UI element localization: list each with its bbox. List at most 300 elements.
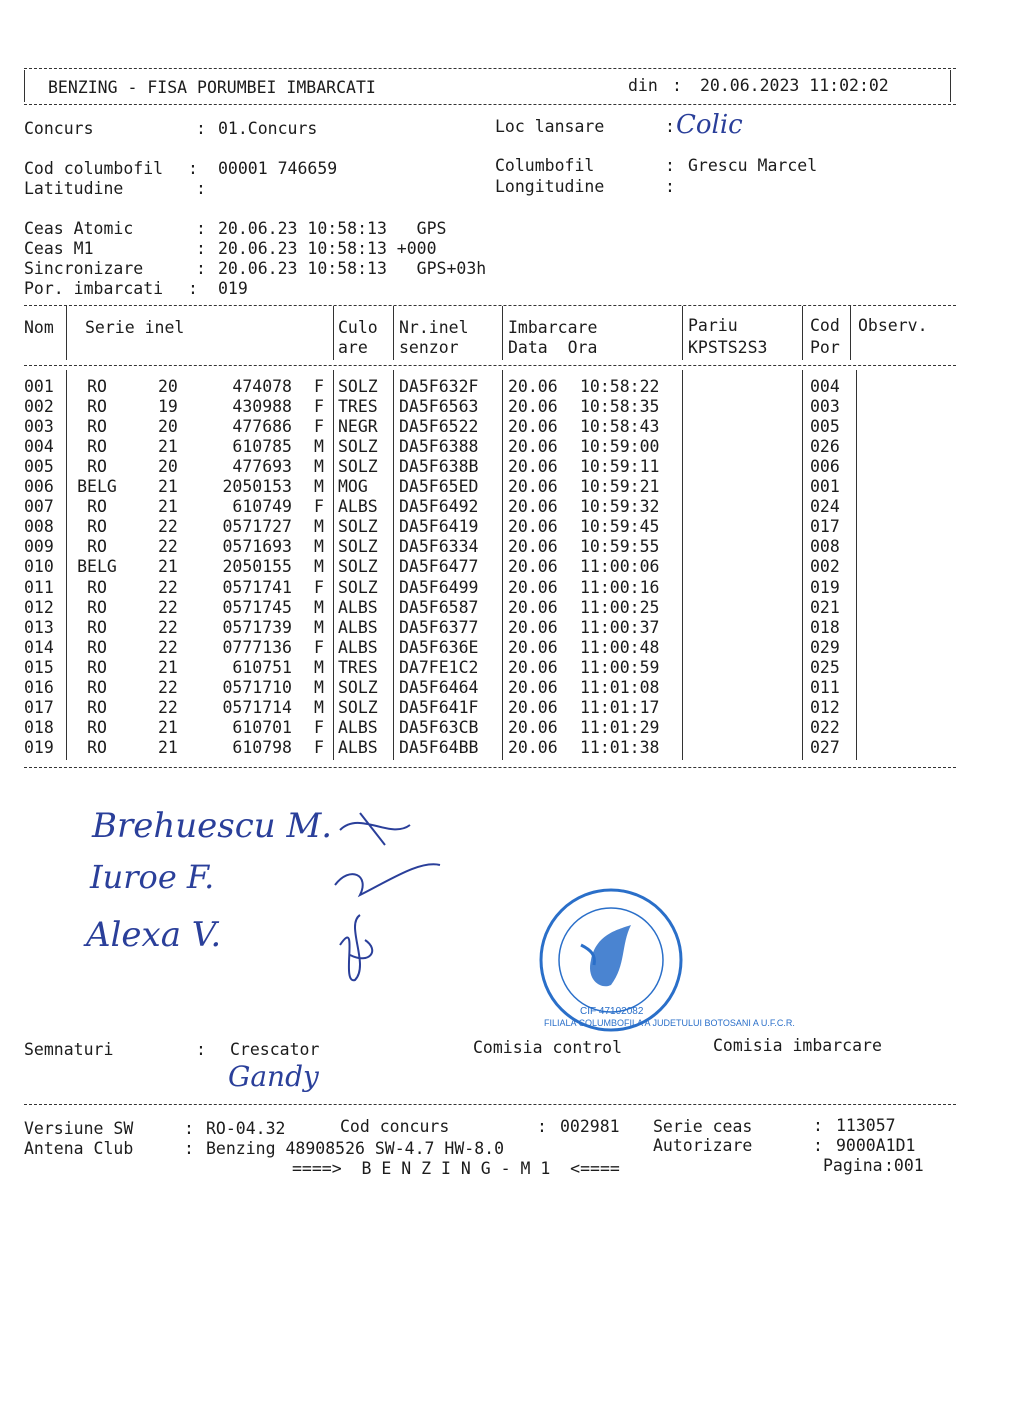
table-row [0, 397, 1024, 417]
cell-data: 20.06 [508, 677, 558, 697]
cell-sex: M [314, 697, 324, 717]
cell-cod-por: 003 [810, 397, 840, 417]
cell-data: 20.06 [508, 737, 558, 757]
cell-culoare: SOLZ [338, 377, 378, 396]
cell-sex: F [314, 737, 324, 757]
col-header-culo-2: are [338, 338, 368, 357]
cell-nr-inel: 2050153 [222, 477, 292, 497]
table-row [0, 497, 1024, 517]
cell-data: 20.06 [508, 557, 558, 577]
table-row [0, 417, 1024, 437]
cell-nr-inel: 477693 [232, 457, 292, 477]
colon: : [196, 119, 206, 138]
col-header-serie: Serie inel [85, 318, 185, 337]
pagina-label: Pagina [823, 1156, 883, 1175]
handwritten-name-1: Brehuescu M. [92, 806, 333, 846]
cell-data: 20.06 [508, 617, 558, 637]
cell-sex: M [314, 657, 324, 677]
loc-lansare-label: Loc lansare [495, 117, 605, 136]
cell-sex: M [314, 517, 324, 537]
serie-ceas-label: Serie ceas [653, 1117, 753, 1136]
cell-cod-por: 021 [810, 597, 840, 617]
table-row [0, 738, 1024, 758]
cell-sex: M [314, 437, 324, 457]
cell-culoare: NEGR [338, 417, 378, 437]
handwritten-signatures-scribble [330, 805, 450, 995]
cell-an: 22 [158, 697, 178, 717]
cell-cod-por: 022 [810, 717, 840, 737]
cell-nom: 018 [24, 717, 54, 737]
cell-an: 21 [158, 477, 178, 497]
cell-culoare: SOLZ [338, 517, 378, 537]
pagina-value: :001 [884, 1156, 924, 1175]
document-title: BENZING - FISA PORUMBEI IMBARCATI [48, 78, 376, 97]
cell-senzor: DA5F632F [399, 377, 479, 396]
cell-nom: 014 [24, 637, 54, 657]
handwritten-name-3: Alexa V. [86, 915, 222, 955]
cod-concurs-value: 002981 [560, 1117, 620, 1136]
cell-data: 20.06 [508, 637, 558, 657]
cell-nr-inel: 430988 [232, 397, 292, 417]
cell-sex: M [314, 557, 324, 577]
cell-senzor: DA5F65ED [399, 477, 479, 497]
col-header-cod: Cod [810, 316, 840, 335]
cell-nr-inel: 0571693 [222, 537, 292, 557]
cell-tara: RO [87, 597, 107, 617]
cell-an: 22 [158, 597, 178, 617]
cell-nom: 002 [24, 397, 54, 417]
cell-cod-por: 004 [810, 377, 840, 396]
table-row [0, 638, 1024, 658]
cell-sex: M [314, 677, 324, 697]
cell-ora: 11:00:06 [580, 557, 660, 577]
stamp-cif: CIF 47102082 [580, 1006, 644, 1017]
handwritten-name-2: Iuroe F. [90, 858, 215, 896]
cell-cod-por: 025 [810, 657, 840, 677]
cell-culoare: SOLZ [338, 677, 378, 697]
cell-an: 22 [158, 617, 178, 637]
cell-senzor: DA5F64BB [399, 737, 479, 757]
table-header-bottom-line [24, 365, 956, 366]
colon: : [184, 1119, 194, 1138]
cell-data: 20.06 [508, 577, 558, 597]
cell-senzor: DA5F63CB [399, 717, 479, 737]
ceas-atomic-value: 20.06.23 10:58:13 GPS [218, 219, 447, 238]
cell-senzor: DA5F6499 [399, 577, 479, 597]
colon: : [196, 1040, 206, 1059]
cell-an: 20 [158, 457, 178, 477]
cell-data: 20.06 [508, 657, 558, 677]
cell-nom: 011 [24, 577, 54, 597]
cell-tara: RO [87, 517, 107, 537]
antena-club-label: Antena Club [24, 1139, 134, 1158]
cell-culoare: SOLZ [338, 437, 378, 457]
cell-nr-inel: 477686 [232, 417, 292, 437]
header-right-border [950, 70, 951, 102]
cell-nom: 019 [24, 737, 54, 757]
cell-ora: 11:01:17 [580, 697, 660, 717]
cell-an: 19 [158, 397, 178, 417]
cell-sex: F [314, 577, 324, 597]
footer-top-line [24, 1104, 956, 1105]
cell-culoare: ALBS [338, 637, 378, 657]
cell-senzor: DA5F638B [399, 457, 479, 477]
cell-an: 22 [158, 517, 178, 537]
crescator-signature: Gandy [228, 1060, 319, 1093]
cell-ora: 10:59:32 [580, 497, 660, 517]
cell-senzor: DA5F6419 [399, 517, 479, 537]
cell-nom: 015 [24, 657, 54, 677]
cell-sex: F [314, 397, 324, 417]
autorizare-value: 9000A1D1 [836, 1136, 916, 1155]
colon: : [813, 1136, 823, 1155]
col-sep [66, 306, 67, 360]
table-row [0, 718, 1024, 738]
cell-ora: 11:00:48 [580, 637, 660, 657]
cell-cod-por: 011 [810, 677, 840, 697]
por-imbarcati-value: 019 [218, 279, 248, 298]
versiune-sw-value: RO-04.32 [206, 1119, 286, 1138]
table-row [0, 437, 1024, 457]
colon: : [665, 117, 675, 136]
loc-lansare-handwritten: Colic [676, 110, 743, 140]
header-top-line [24, 68, 956, 69]
cell-data: 20.06 [508, 497, 558, 517]
longitudine-label: Longitudine [495, 177, 605, 196]
cell-culoare: ALBS [338, 737, 378, 757]
cell-sex: M [314, 457, 324, 477]
table-row [0, 537, 1024, 557]
cell-data: 20.06 [508, 377, 558, 396]
cell-tara: RO [87, 437, 107, 457]
cell-data: 20.06 [508, 537, 558, 557]
cell-nr-inel: 610749 [232, 497, 292, 517]
cell-culoare: ALBS [338, 717, 378, 737]
table-row [0, 477, 1024, 497]
cell-an: 21 [158, 557, 178, 577]
ceas-atomic-label: Ceas Atomic [24, 219, 134, 238]
cell-tara: BELG [77, 557, 117, 577]
versiune-sw-label: Versiune SW [24, 1119, 134, 1138]
cell-ora: 11:01:29 [580, 717, 660, 737]
cod-columbofil-label: Cod columbofil [24, 159, 164, 178]
cell-nr-inel: 0571714 [222, 697, 292, 717]
concurs-label: Concurs [24, 119, 94, 138]
antena-club-value: Benzing 48908526 SW-4.7 HW-8.0 [206, 1139, 505, 1158]
col-header-culo: Culo [338, 318, 378, 337]
cell-tara: RO [87, 397, 107, 417]
table-row [0, 578, 1024, 598]
cell-ora: 11:01:38 [580, 737, 660, 757]
sincronizare-label: Sincronizare [24, 259, 144, 278]
table-row [0, 377, 1024, 397]
cell-nr-inel: 610751 [232, 657, 292, 677]
cell-tara: RO [87, 717, 107, 737]
cell-nr-inel: 610785 [232, 437, 292, 457]
cell-nom: 006 [24, 477, 54, 497]
dove-icon [590, 925, 631, 986]
cell-nr-inel: 0571710 [222, 677, 292, 697]
cell-cod-por: 012 [810, 697, 840, 717]
cell-tara: RO [87, 417, 107, 437]
cell-nom: 016 [24, 677, 54, 697]
columbofil-value: Grescu Marcel [688, 156, 818, 175]
cell-sex: M [314, 477, 324, 497]
cell-culoare: SOLZ [338, 697, 378, 717]
ceas-m1-label: Ceas M1 [24, 239, 94, 258]
cell-nr-inel: 0571727 [222, 517, 292, 537]
col-header-observ: Observ. [858, 316, 928, 335]
colon: : [813, 1116, 823, 1135]
table-top-line [24, 305, 956, 306]
col-header-imbarcare: Imbarcare [508, 318, 598, 337]
colon: : [196, 219, 206, 238]
cell-data: 20.06 [508, 397, 558, 417]
table-row [0, 618, 1024, 638]
cell-cod-por: 019 [810, 577, 840, 597]
cell-nr-inel: 610798 [232, 737, 292, 757]
col-header-nom: Nom [24, 318, 54, 337]
din-colon: : [672, 76, 682, 95]
semnaturi-label: Semnaturi [24, 1040, 114, 1059]
cell-senzor: DA5F641F [399, 697, 479, 717]
cell-senzor: DA5F6334 [399, 537, 479, 557]
cell-ora: 10:59:11 [580, 457, 660, 477]
cell-nom: 005 [24, 457, 54, 477]
cell-data: 20.06 [508, 417, 558, 437]
latitudine-label: Latitudine [24, 179, 124, 198]
autorizare-label: Autorizare [653, 1136, 753, 1155]
cell-ora: 11:00:59 [580, 657, 660, 677]
cell-sex: F [314, 637, 324, 657]
cell-culoare: SOLZ [338, 557, 378, 577]
table-bottom-line [24, 767, 956, 768]
comisia-imbarcare-label: Comisia imbarcare [713, 1036, 882, 1055]
cell-an: 21 [158, 437, 178, 457]
table-row [0, 658, 1024, 678]
col-sep [682, 306, 683, 360]
cell-senzor: DA5F6587 [399, 597, 479, 617]
cell-senzor: DA5F6492 [399, 497, 479, 517]
cell-nr-inel: 0777136 [222, 637, 292, 657]
colon: : [537, 1117, 547, 1136]
cell-culoare: SOLZ [338, 457, 378, 477]
header-left-border [24, 70, 25, 102]
cell-culoare: ALBS [338, 497, 378, 517]
cell-ora: 10:59:55 [580, 537, 660, 557]
cell-cod-por: 026 [810, 437, 840, 457]
cell-culoare: ALBS [338, 597, 378, 617]
cell-an: 22 [158, 577, 178, 597]
table-row [0, 698, 1024, 718]
cell-senzor: DA5F636E [399, 637, 479, 657]
cell-an: 20 [158, 377, 178, 396]
colon: : [196, 239, 206, 258]
cell-an: 20 [158, 417, 178, 437]
cell-data: 20.06 [508, 477, 558, 497]
cell-sex: F [314, 497, 324, 517]
cell-an: 22 [158, 537, 178, 557]
cell-culoare: SOLZ [338, 537, 378, 557]
col-sep [393, 306, 394, 360]
cell-ora: 10:59:45 [580, 517, 660, 537]
cell-an: 22 [158, 677, 178, 697]
cell-senzor: DA5F6522 [399, 417, 479, 437]
colon: : [665, 156, 675, 175]
cell-ora: 10:58:22 [580, 377, 660, 396]
table-row [0, 457, 1024, 477]
col-header-senzor: senzor [399, 338, 459, 357]
cell-ora: 10:59:00 [580, 437, 660, 457]
cell-culoare: TRES [338, 397, 378, 417]
cell-senzor: DA5F6377 [399, 617, 479, 637]
cell-tara: RO [87, 457, 107, 477]
cell-nom: 001 [24, 377, 54, 396]
cell-senzor: DA5F6477 [399, 557, 479, 577]
cell-an: 21 [158, 497, 178, 517]
col-header-data-ora: Data Ora [508, 338, 598, 357]
col-sep [502, 306, 503, 360]
cell-cod-por: 018 [810, 617, 840, 637]
cell-cod-por: 008 [810, 537, 840, 557]
concurs-value: 01.Concurs [218, 119, 318, 138]
cell-senzor: DA7FE1C2 [399, 657, 479, 677]
cell-sex: M [314, 617, 324, 637]
table-row [0, 517, 1024, 537]
cell-ora: 11:00:25 [580, 597, 660, 617]
cell-senzor: DA5F6464 [399, 677, 479, 697]
cell-tara: RO [87, 497, 107, 517]
cell-data: 20.06 [508, 517, 558, 537]
cell-an: 21 [158, 717, 178, 737]
cell-tara: RO [87, 617, 107, 637]
colon: : [188, 279, 198, 298]
cell-culoare: SOLZ [338, 577, 378, 597]
cell-ora: 11:00:37 [580, 617, 660, 637]
cell-nom: 010 [24, 557, 54, 577]
ceas-m1-value: 20.06.23 10:58:13 +000 [218, 239, 437, 258]
cell-senzor: DA5F6388 [399, 437, 479, 457]
cell-tara: RO [87, 377, 107, 396]
cell-sex: M [314, 537, 324, 557]
cell-an: 22 [158, 637, 178, 657]
cell-tara: RO [87, 537, 107, 557]
cell-data: 20.06 [508, 697, 558, 717]
cell-cod-por: 001 [810, 477, 840, 497]
colon: : [184, 1139, 194, 1158]
din-value: 20.06.2023 11:02:02 [700, 76, 889, 95]
cell-sex: F [314, 417, 324, 437]
cell-nr-inel: 610701 [232, 717, 292, 737]
cell-nr-inel: 0571745 [222, 597, 292, 617]
cell-cod-por: 027 [810, 737, 840, 757]
cell-tara: RO [87, 577, 107, 597]
cell-ora: 11:01:08 [580, 677, 660, 697]
cell-culoare: ALBS [338, 617, 378, 637]
colon: : [196, 259, 206, 278]
cell-nom: 007 [24, 497, 54, 517]
cod-columbofil-value: 00001 746659 [218, 159, 338, 178]
cell-data: 20.06 [508, 597, 558, 617]
din-label: din [628, 76, 658, 95]
table-row [0, 678, 1024, 698]
cell-culoare: TRES [338, 657, 378, 677]
cell-sex: F [314, 377, 324, 396]
col-header-kpsts: KPSTS2S3 [688, 338, 768, 357]
cell-cod-por: 006 [810, 457, 840, 477]
cell-nr-inel: 0571741 [222, 577, 292, 597]
cod-concurs-label: Cod concurs [340, 1117, 450, 1136]
cell-culoare: MOG [338, 477, 368, 497]
cell-sex: M [314, 597, 324, 617]
benzing-banner: ====> B E N Z I N G - M 1 <==== [292, 1159, 620, 1178]
cell-ora: 10:58:35 [580, 397, 660, 417]
cell-data: 20.06 [508, 717, 558, 737]
comisia-control-label: Comisia control [473, 1038, 623, 1057]
cell-tara: RO [87, 657, 107, 677]
cell-nom: 003 [24, 417, 54, 437]
colon: : [665, 177, 675, 196]
cell-an: 21 [158, 737, 178, 757]
cell-senzor: DA5F6563 [399, 397, 479, 417]
serie-ceas-value: 113057 [836, 1116, 896, 1135]
col-sep [802, 306, 803, 360]
por-imbarcati-label: Por. imbarcati [24, 279, 164, 298]
cell-tara: RO [87, 637, 107, 657]
cell-nr-inel: 474078 [232, 377, 292, 396]
cell-tara: BELG [77, 477, 117, 497]
cell-cod-por: 017 [810, 517, 840, 537]
col-header-por: Por [810, 338, 840, 357]
cell-data: 20.06 [508, 457, 558, 477]
cell-nom: 012 [24, 597, 54, 617]
cell-cod-por: 005 [810, 417, 840, 437]
cell-nom: 017 [24, 697, 54, 717]
cell-nom: 008 [24, 517, 54, 537]
cell-tara: RO [87, 677, 107, 697]
columbofil-label: Columbofil [495, 156, 595, 175]
crescator-label: Crescator [230, 1040, 320, 1059]
table-row [0, 557, 1024, 577]
stamp-text: FILIALA COLUMBOFILA A JUDETULUI BOTOSANI A U.F.C.R. [544, 1018, 795, 1028]
cell-nr-inel: 2050155 [222, 557, 292, 577]
cell-tara: RO [87, 697, 107, 717]
cell-an: 21 [158, 657, 178, 677]
cell-sex: F [314, 717, 324, 737]
col-header-nrinel: Nr.inel [399, 318, 469, 337]
cell-ora: 10:58:43 [580, 417, 660, 437]
cell-ora: 10:59:21 [580, 477, 660, 497]
cell-nom: 004 [24, 437, 54, 457]
cell-nom: 009 [24, 537, 54, 557]
cell-cod-por: 002 [810, 557, 840, 577]
cell-cod-por: 029 [810, 637, 840, 657]
cell-cod-por: 024 [810, 497, 840, 517]
cell-tara: RO [87, 737, 107, 757]
cell-ora: 11:00:16 [580, 577, 660, 597]
header-bottom-line [24, 104, 956, 105]
col-sep [333, 306, 334, 360]
col-sep [850, 306, 851, 360]
colon: : [196, 179, 206, 198]
colon: : [188, 159, 198, 178]
cell-nr-inel: 0571739 [222, 617, 292, 637]
cell-data: 20.06 [508, 437, 558, 457]
cell-nom: 013 [24, 617, 54, 637]
sincronizare-value: 20.06.23 10:58:13 GPS+03h [218, 259, 487, 278]
table-row [0, 598, 1024, 618]
col-header-pariu: Pariu [688, 316, 738, 335]
